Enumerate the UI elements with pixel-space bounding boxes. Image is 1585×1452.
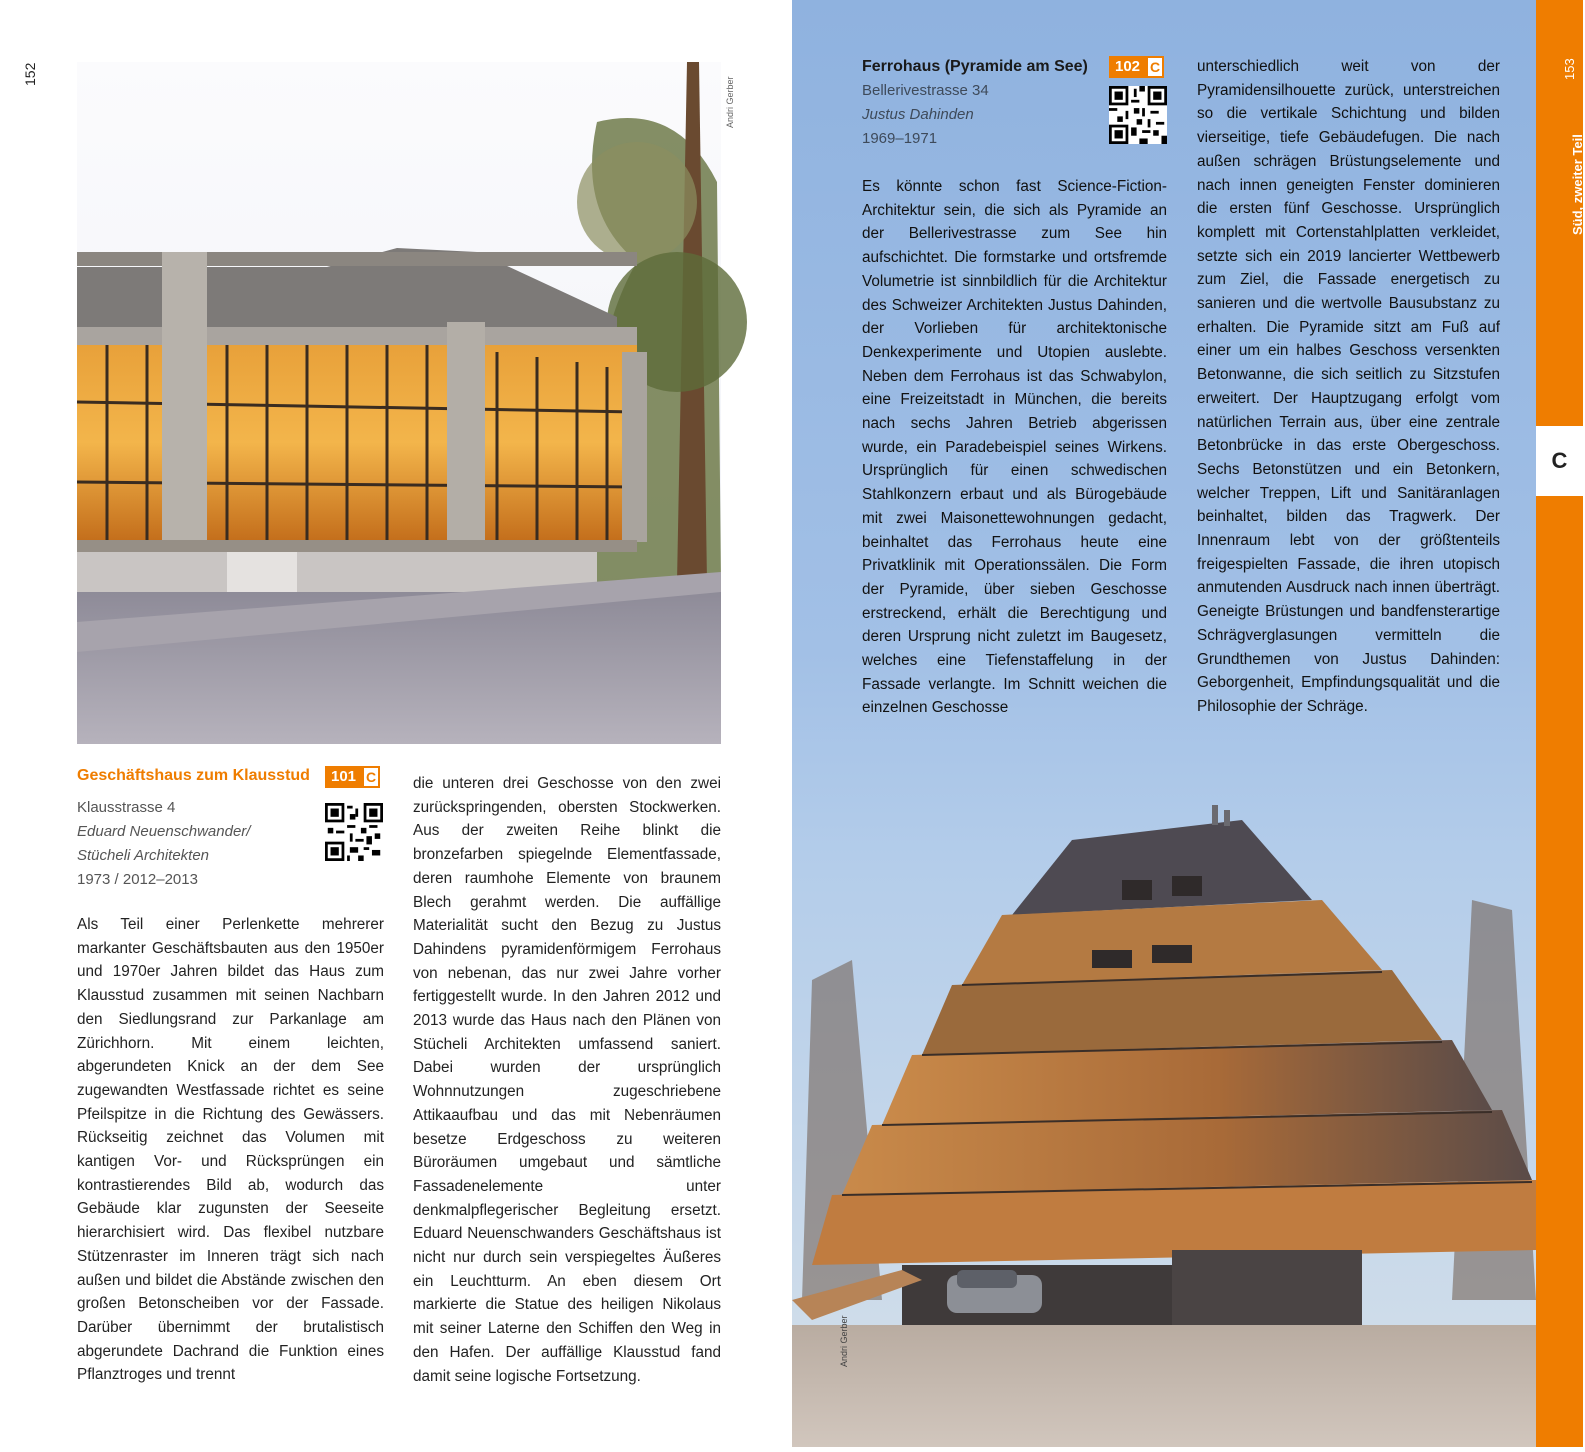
body-column-2: die unteren drei Geschosse von den zwei zurückspringenden, obersten Stockwerken. Aus der zweiten Reihe blinkt die bronzefarben spiegelnde Elementfassade, deren raumhohe Elemente von braunem Blech gerahmt werden. Die auffällige Materialität sucht den Bezug zu Justus Dahindens pyramidenförmigem Ferrohaus von nebenan, das nur zwei Jahre vorher fertiggestellt wurde. In den Jahren 2012 und 2013 wurde das Haus nach den Plänen von Stücheli Architekten umfassend saniert. Dabei wurden der ursprünglich Wohnnutzungen zugeschriebene Attikaaufbau und das mit Nebenräumen besetze Erdgeschoss zu weiteren Büroräumen umgebaut und sämtliche Fassadenelemente unter denkmalpflegerischer Begleitung ersetzt. Eduard Neuenschwanders Geschäftshaus ist nicht nur durch sein verspiegeltes Äußeres ein Leuchtturm. An eben diesem Ort markierte die Statue des heiligen Nikolaus mit seiner Laterne den Schiffen den Weg in den Hafen. Der auffällige Klausstud fand damit seine logische Fortsetzung.: [413, 775, 721, 1385]
entry-number: 101: [325, 766, 362, 788]
entry-badge: [325, 766, 380, 788]
qr-code-101[interactable]: [325, 803, 383, 861]
qr-code-102[interactable]: [1109, 86, 1167, 144]
entry-title: Geschäftshaus zum Klausstud: [77, 767, 310, 784]
entry-number: 102: [1109, 56, 1146, 78]
entry-architects-2: Stücheli Architekten: [77, 847, 210, 864]
entry-badge: [1109, 56, 1164, 78]
section-label: Süd, zweiter Teil: [1570, 134, 1585, 235]
body-column-1: Es könnte schon fast Science-Fiction-Architektur sein, die sich als Pyramide an der Bellerivestrasse zum See hin aufschichtet. Die formstarke und ortsfremde Volumetrie ist sinnbildlich für die Architektur des Schweizer Architekten Justus Dahinden, der Vorlieben für architektonische Denkexperimente und Utopien auslebte. Neben dem Ferrohaus ist das Schwabylon, eine Freizeitstadt in München, die bereits nach sechs Jahren Betrieb abgerissen wurde, ein Paradebeispiel seines Wirkens. Ursprünglich für einen schwedischen Stahlkonzern erbaut und als Bürogebäude mit zwei Maisonettewohnungen gedacht, beinhaltet das Ferrohaus heute eine Privatklinik mit Operationssälen. Die Form der Pyramide, über sieben Geschosse erstreckend, erhält die Berechtigung und deren Ursprung nicht zuletzt im Baugesetz, welches eine Tiefenstaffelung in der Fassade verlangte. Im Schnitt weichen die einzelnen Geschosse: [862, 178, 1167, 717]
entry-years: 1973 / 2012–2013: [77, 871, 198, 888]
page-number-right: 153: [1562, 58, 1577, 80]
entry-years: 1969–1971: [862, 130, 938, 147]
body-column-1: Als Teil einer Perlenkette mehrerer markanter Geschäftsbauten aus den 1950er und 1970er Jahren bildet das Haus zum Klausstud zusammen mit seinen Nachbarn den Siedlungsrand zur Parkanlage am Zürichhorn. Mit einem leichten, abgerundeten Knick an der dem See zugewandten Westfassade richtet es seine Pfeilspitze in die Richtung des Gewässers. Rückseitig zeichnet das Volumen mit kantigen Vor- und Rücksprüngen ein kontrastierendes Bild ab, wodurch das Gebäude klar zugunsten der Seeseite hierarchisiert wird. Das flexibel nutzbare Stützenraster im Inneren trägt sich nach außen und bildet die Abstände zwischen den großen Betonscheiben vor der Fassade. Darüber übernimmt der brutalistisch abgerundete Dachrand die Funktion eines Pflanztroges und trennt: [77, 916, 384, 1384]
entry-meta: [862, 79, 989, 151]
entry-architects-1: Eduard Neuenschwander/: [77, 823, 251, 840]
entry-title: Ferrohaus (Pyramide am See): [862, 58, 1088, 75]
right-page: [792, 0, 1583, 1447]
entry-address: Klausstrasse 4: [77, 799, 176, 816]
entry-category: C: [362, 766, 380, 788]
body-column-2: unterschiedlich weit von der Pyramidensilhouette zurück, unterstreichen so die vertikale Schichtung und bilden vierseitige, tiefe Gebäudefugen. Die nach außen schrägen Brüstungselemente und nach innen geneigten Fenster dominieren die ersten fünf Geschosse. Ursprünglich komplett mit Cortenstahlplatten verkleidet, setzte sich ein 2019 lancierter Wettbewerb zum Ziel, die Fassade energetisch zu sanieren und die wertvolle Bausubstanz zu erhalten. Die Pyramide sitzt am Fuß auf einer um ein halbes Geschoss versenkten Betonwanne, die sich seitlich zu Sitzstufen erweitert. Der Hauptzugang erfolgt vom natürlichen Terrain aus, über eine zentrale Betonbrücke in das erste Obergeschoss. Sechs Betonstützen und ein Betonkern, welcher Treppen, Lift und Sanitäranlagen beinhaltet, bilden das Tragwerk. Der Innenraum lebt von der größtenteils freigespielten Fassade, die ihren utopisch anmutenden Ausdruck nach innen überträgt. Geneigte Brüstungen und bandfensterartige Schrägverglasungen vermitteln die Grundthemen von Justus Dahinden: Geborgenheit, Empfindungsqualität und die Philosophie der Schräge.: [1197, 58, 1500, 715]
photo-credit-right: Andri Gerber: [839, 1315, 849, 1367]
klausstud-photo: [77, 62, 721, 744]
ferrohaus-photo: [792, 780, 1536, 1447]
page-number-left: 152: [22, 62, 38, 86]
chapter-letter: C: [1536, 426, 1583, 496]
entry-category: C: [1146, 56, 1164, 78]
entry-address: Bellerivestrasse 34: [862, 82, 989, 99]
entry-meta: [77, 796, 250, 892]
photo-credit-left: Andri Gerber: [725, 76, 735, 128]
left-page: [0, 0, 792, 1447]
chapter-tab: [1536, 0, 1583, 1447]
entry-architect: Justus Dahinden: [862, 106, 974, 123]
